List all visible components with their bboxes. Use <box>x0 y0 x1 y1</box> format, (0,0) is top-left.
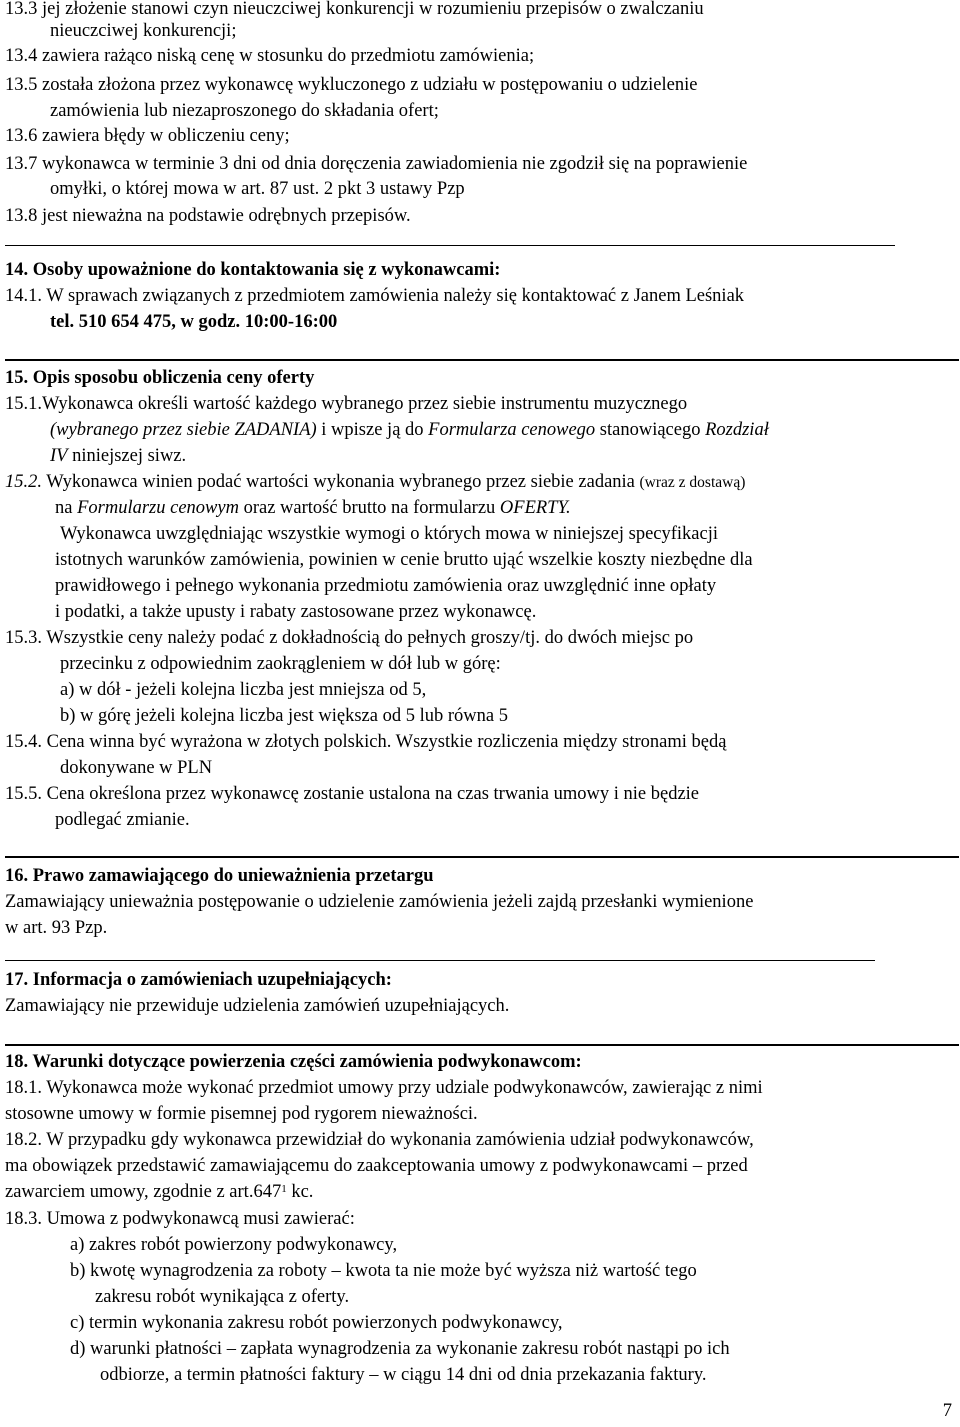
section-16-line-1: Zamawiający unieważnia postępowanie o udzielenie zamówienia jeżeli zajdą przesłanki wymienione <box>5 892 754 912</box>
section-15-1-line-1: 15.1.Wykonawca określi wartość każdego wybranego przez siebie instrumentu muzycznego <box>5 394 688 414</box>
section-18-heading: 18. Warunki dotyczące powierzenia części zamówienia podwykonawcom: <box>5 1052 582 1072</box>
small-text: (wraz z dostawą) <box>639 474 746 491</box>
item-13-3-line-1: 13.3 jej złożenie stanowi czyn nieuczciwej konkurencji w rozumieniu przepisów o zwalczaniu <box>5 0 704 19</box>
section-18-3-option-c: c) termin wykonania zakresu robót powierzonych podwykonawcy, <box>70 1313 563 1333</box>
divider <box>5 245 895 246</box>
text: niniejszej siwz. <box>67 446 187 466</box>
section-18-2-line-1: 18.2. W przypadku gdy wykonawca przewidział do wykonania zamówienia udział podwykonawców, <box>5 1130 754 1150</box>
section-15-2-line-2 <box>55 496 571 520</box>
section-15-4-line-1: 15.4. Cena winna być wyrażona w złotych polskich. Wszystkie rozliczenia między stronami będą <box>5 732 727 752</box>
italic-text: IV <box>50 446 68 466</box>
text: stanowiącego <box>595 420 706 440</box>
section-15-3-option-a: a) w dół - jeżeli kolejna liczba jest mniejsza od 5, <box>60 680 427 700</box>
section-18-3-option-b-line-1: b) kwotę wynagrodzenia za roboty – kwota ta nie może być wyższa niż wartość tego <box>70 1261 697 1281</box>
text: Wykonawca winien podać wartości wykonania wybranego przez siebie zadania <box>42 472 640 492</box>
divider <box>5 1044 959 1046</box>
superscript: 1 <box>281 1183 287 1195</box>
section-18-2-line-3 <box>5 1180 313 1204</box>
item-number: 15.2. <box>5 472 42 492</box>
item-13-7-line-2: omyłki, o której mowa w art. 87 ust. 2 pkt 3 ustawy Pzp <box>50 179 465 199</box>
section-15-1-line-3 <box>50 444 186 468</box>
section-15-2-line-1 <box>5 470 745 495</box>
section-18-3-option-b-line-2: zakresu robót wynikająca z oferty. <box>95 1287 350 1307</box>
section-15-3-option-b: b) w górę jeżeli kolejna liczba jest większa od 5 lub równa 5 <box>60 706 508 726</box>
item-13-4: 13.4 zawiera rażąco niską cenę w stosunku do przedmiotu zamówienia; <box>5 46 535 66</box>
section-18-3-option-a: a) zakres robót powierzony podwykonawcy, <box>70 1235 398 1255</box>
text: na <box>55 498 78 518</box>
section-18-2-line-2: ma obowiązek przedstawić zamawiającemu do zaakceptowania umowy z podwykonawcami – przed <box>5 1156 748 1176</box>
section-14-1-line-2: tel. 510 654 475, w godz. 10:00-16:00 <box>50 312 338 332</box>
divider <box>5 856 959 858</box>
section-14-heading: 14. Osoby upoważnione do kontaktowania się z wykonawcami: <box>5 260 501 280</box>
section-15-5-line-2: podlegać zmianie. <box>55 810 190 830</box>
section-16-heading: 16. Prawo zamawiającego do unieważnienia przetargu <box>5 866 434 886</box>
section-18-3-option-d-line-1: d) warunki płatności – zapłata wynagrodzenia za wykonanie zakresu robót nastąpi po ich <box>70 1339 730 1359</box>
divider <box>5 359 959 361</box>
section-18-1-line-2: stosowne umowy w formie pisemnej pod rygorem nieważności. <box>5 1104 478 1124</box>
section-15-4-line-2: dokonywane w PLN <box>60 758 213 778</box>
section-18-3-line-1: 18.3. Umowa z podwykonawcą musi zawierać: <box>5 1209 355 1229</box>
item-13-5-line-1: 13.5 została złożona przez wykonawcę wykluczonego z udziału w postępowaniu o udzielenie <box>5 75 698 95</box>
section-15-5-line-1: 15.5. Cena określona przez wykonawcę zostanie ustalona na czas trwania umowy i nie będzie <box>5 784 700 804</box>
section-18-3-option-d-line-2: odbiorze, a termin płatności faktury – w ciągu 14 dni od dnia przekazania faktury. <box>100 1365 707 1385</box>
item-13-7-line-1: 13.7 wykonawca w terminie 3 dni od dnia doręczenia zawiadomienia nie zgodził się na poprawienie <box>5 154 748 174</box>
item-13-8: 13.8 jest nieważna na podstawie odrębnych przepisów. <box>5 206 411 226</box>
section-17-line-1: Zamawiający nie przewiduje udzielenia zamówień uzupełniających. <box>5 996 510 1016</box>
text: i wpisze ją do <box>316 420 429 440</box>
divider <box>5 960 875 961</box>
section-15-heading: 15. Opis sposobu obliczenia ceny oferty <box>5 368 315 388</box>
italic-text: (wybranego przez siebie ZADANIA) <box>50 420 317 440</box>
text: kc. <box>286 1182 314 1202</box>
item-13-6: 13.6 zawiera błędy w obliczeniu ceny; <box>5 126 290 146</box>
page-number: 7 <box>942 1401 952 1421</box>
item-13-3-line-2: nieuczciwej konkurencji; <box>50 21 237 41</box>
section-18-1-line-1: 18.1. Wykonawca może wykonać przedmiot umowy przy udziale podwykonawców, zawierając z nimi <box>5 1078 763 1098</box>
italic-text: Formularzu cenowym <box>77 498 239 518</box>
section-15-2-line-3: Wykonawca uwzględniając wszystkie wymogi o których mowa w niniejszej specyfikacji <box>60 524 719 544</box>
section-16-line-2: w art. 93 Pzp. <box>5 918 108 938</box>
italic-text: OFERTY. <box>499 498 571 518</box>
section-15-2-line-6: i podatki, a także upusty i rabaty zastosowane przez wykonawcę. <box>55 602 537 622</box>
item-13-5-line-2: zamówienia lub niezaproszonego do składania ofert; <box>50 101 439 121</box>
italic-text: Formularza cenowego <box>428 420 596 440</box>
section-15-2-line-4: istotnych warunków zamówienia, powinien w cenie brutto ująć wszelkie koszty niezbędne dla <box>55 550 753 570</box>
text: oraz wartość brutto na formularzu <box>238 498 500 518</box>
section-14-1-line-1: 14.1. W sprawach związanych z przedmiotem zamówienia należy się kontaktować z Janem Leśniak <box>5 286 745 306</box>
section-15-3-line-2: przecinku z odpowiednim zaokrągleniem w dół lub w górę: <box>60 654 501 674</box>
italic-text: Rozdział <box>705 420 769 440</box>
section-17-heading: 17. Informacja o zamówieniach uzupełniających: <box>5 970 392 990</box>
section-15-2-line-5: prawidłowego i pełnego wykonania przedmiotu zamówienia oraz uwzględnić inne opłaty <box>55 576 717 596</box>
section-15-3-line-1: 15.3. Wszystkie ceny należy podać z dokładnością do pełnych groszy/tj. do dwóch miejsc po <box>5 628 694 648</box>
section-15-1-line-2 <box>50 418 769 442</box>
text: zawarciem umowy, zgodnie z art.647 <box>5 1182 282 1202</box>
